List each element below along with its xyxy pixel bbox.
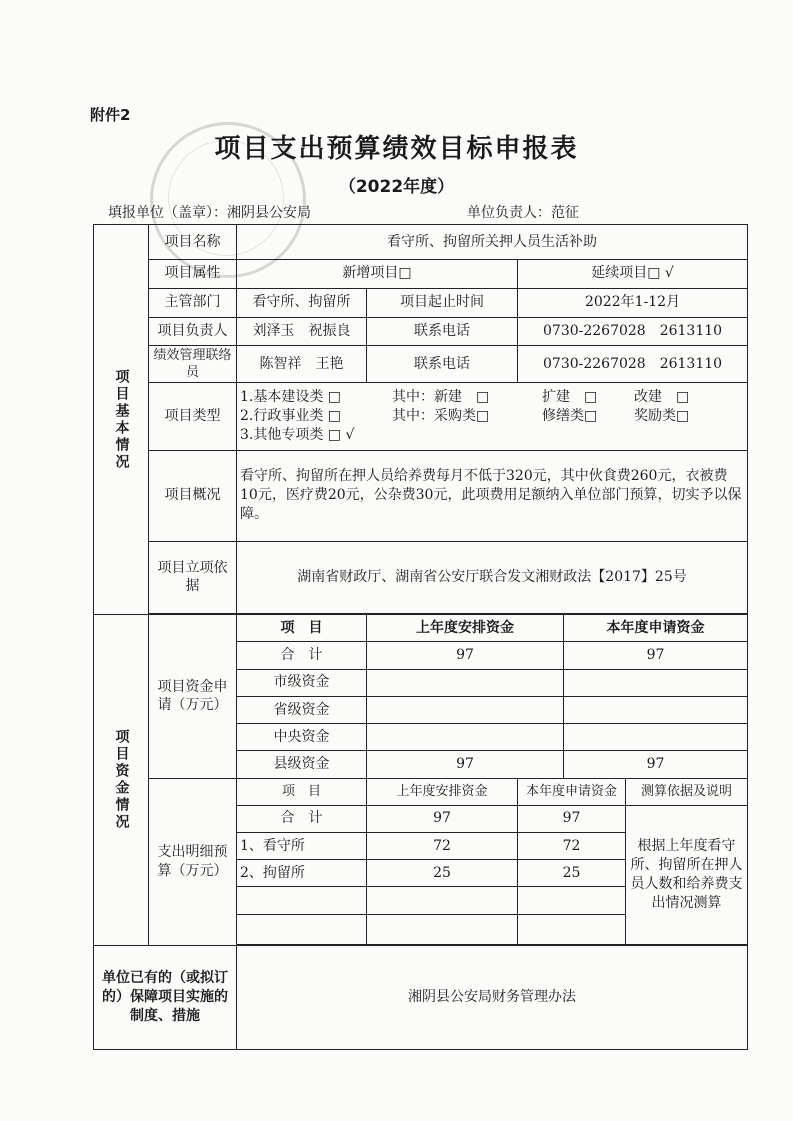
apply-row-label: 中央资金 <box>237 724 367 751</box>
dept-value: 看守所、拘留所 <box>237 288 367 317</box>
attachment-label: 附件2 <box>90 106 131 124</box>
project-attr-label: 项目属性 <box>149 260 237 288</box>
apply-row-label: 县级资金 <box>237 751 367 778</box>
phone-label: 联系电话 <box>367 317 518 345</box>
reporting-unit-value: 湘阴县公安局 <box>227 205 311 221</box>
page-title: 项目支出预算绩效目标申报表 <box>214 134 579 164</box>
apply-row-this-year: 97 <box>564 751 748 778</box>
reporting-unit-label: 填报单位（盖章）： <box>108 205 227 221</box>
detail-header-last-year: 上年度安排资金 <box>367 778 518 805</box>
detail-row-label <box>237 914 367 944</box>
type-option: 1.基本建设类 □ <box>240 389 342 406</box>
owner-value: 刘泽玉 祝振良 <box>237 317 367 345</box>
basis-value: 湖南省财政厅、湖南省公安厅联合发文湘财政法【2017】25号 <box>237 541 748 614</box>
apply-header-item: 项 目 <box>237 615 367 642</box>
basic-section-label: 项目基本情况 <box>94 225 149 615</box>
apply-row-last-year <box>367 724 564 751</box>
unit-head-label: 单位负责人： <box>467 205 551 221</box>
funds-section-label: 项目资金情况 <box>94 615 149 946</box>
detail-row-label: 2、拘留所 <box>237 860 367 887</box>
type-option: 其中：新建 □ <box>392 389 490 406</box>
type-line-3: 3.其他专项类 □ √ <box>240 427 355 444</box>
detail-row-this-year: 25 <box>518 860 626 887</box>
unit-head <box>467 202 579 222</box>
detail-header-item: 项 目 <box>237 778 367 805</box>
basis-label: 项目立项依据 <box>149 541 237 614</box>
liaison-label: 绩效管理联络员 <box>149 346 237 383</box>
attr-new-checkbox: 新增项目□ <box>237 260 518 288</box>
type-option: 扩建 □ <box>542 389 598 406</box>
detail-row-label <box>237 887 367 914</box>
detail-row-this-year: 97 <box>518 805 626 832</box>
budget-form-table <box>93 224 748 1050</box>
system-value: 湘阴县公安局财务管理办法 <box>237 945 748 1049</box>
detail-budget-label: 支出明细预算（万元） <box>149 778 237 945</box>
liaison-value: 陈智祥 王艳 <box>237 346 367 383</box>
type-option: 修缮类□ <box>542 408 598 425</box>
unit-head-value: 范征 <box>551 205 579 221</box>
detail-row-last-year: 72 <box>367 833 518 860</box>
detail-row-last-year: 25 <box>367 860 518 887</box>
apply-row-last-year: 97 <box>367 751 564 778</box>
apply-header-this-year: 本年度申请资金 <box>564 615 748 642</box>
detail-header-this-year: 本年度申请资金 <box>518 778 626 805</box>
apply-row-label: 省级资金 <box>237 696 367 723</box>
detail-row-this-year <box>518 914 626 944</box>
fiscal-year: （2022年度） <box>338 177 455 197</box>
type-option: 其中：采购类□ <box>392 408 490 425</box>
detail-note: 根据上年度看守所、拘留所在押人员人数和给养费支出情况测算 <box>626 805 748 944</box>
detail-row-last-year <box>367 887 518 914</box>
type-option: 奖励类□ <box>634 408 690 425</box>
type-line-2 <box>240 407 744 426</box>
overview-label: 项目概况 <box>149 450 237 541</box>
apply-header-last-year: 上年度安排资金 <box>367 615 564 642</box>
phone2-value: 0730-2267028 2613110 <box>518 346 748 383</box>
project-name-label: 项目名称 <box>149 225 237 260</box>
type-line-1 <box>240 388 744 407</box>
apply-row-last-year <box>367 669 564 696</box>
dept-label: 主管部门 <box>149 288 237 317</box>
apply-row-label: 合 计 <box>237 642 367 669</box>
attr-continuing-checkbox: 延续项目□ √ <box>518 260 748 288</box>
detail-header-note: 测算依据及说明 <box>626 778 748 805</box>
detail-row-last-year <box>367 914 518 944</box>
detail-row-this-year: 72 <box>518 833 626 860</box>
detail-row-label: 合 计 <box>237 805 367 832</box>
fund-apply-label: 项目资金申请（万元） <box>149 615 237 778</box>
type-option: 2.行政事业类 □ <box>240 408 342 425</box>
apply-row-this-year <box>564 669 748 696</box>
apply-row-this-year <box>564 696 748 723</box>
apply-row-last-year <box>367 696 564 723</box>
detail-row-label: 1、看守所 <box>237 833 367 860</box>
project-type-label: 项目类型 <box>149 383 237 451</box>
detail-row-this-year <box>518 887 626 914</box>
type-option: 改建 □ <box>634 389 690 406</box>
detail-row-last-year: 97 <box>367 805 518 832</box>
owner-label: 项目负责人 <box>149 317 237 345</box>
period-label: 项目起止时间 <box>367 288 518 317</box>
apply-row-this-year: 97 <box>564 642 748 669</box>
system-label: 单位已有的（或拟订的）保障项目实施的制度、措施 <box>94 945 237 1049</box>
apply-row-label: 市级资金 <box>237 669 367 696</box>
apply-row-this-year <box>564 724 748 751</box>
project-type-options <box>237 383 748 451</box>
phone2-label: 联系电话 <box>367 346 518 383</box>
reporting-unit <box>108 202 311 222</box>
overview-value: 看守所、拘留所在押人员给养费每月不低于320元，其中伙食费260元，衣被费10元，医疗费20元，公杂费30元，此项费用足额纳入单位部门预算，切实予以保障。 <box>237 450 748 541</box>
apply-row-last-year: 97 <box>367 642 564 669</box>
phone-value: 0730-2267028 2613110 <box>518 317 748 345</box>
project-name-value: 看守所、拘留所关押人员生活补助 <box>237 225 748 260</box>
period-value: 2022年1-12月 <box>518 288 748 317</box>
